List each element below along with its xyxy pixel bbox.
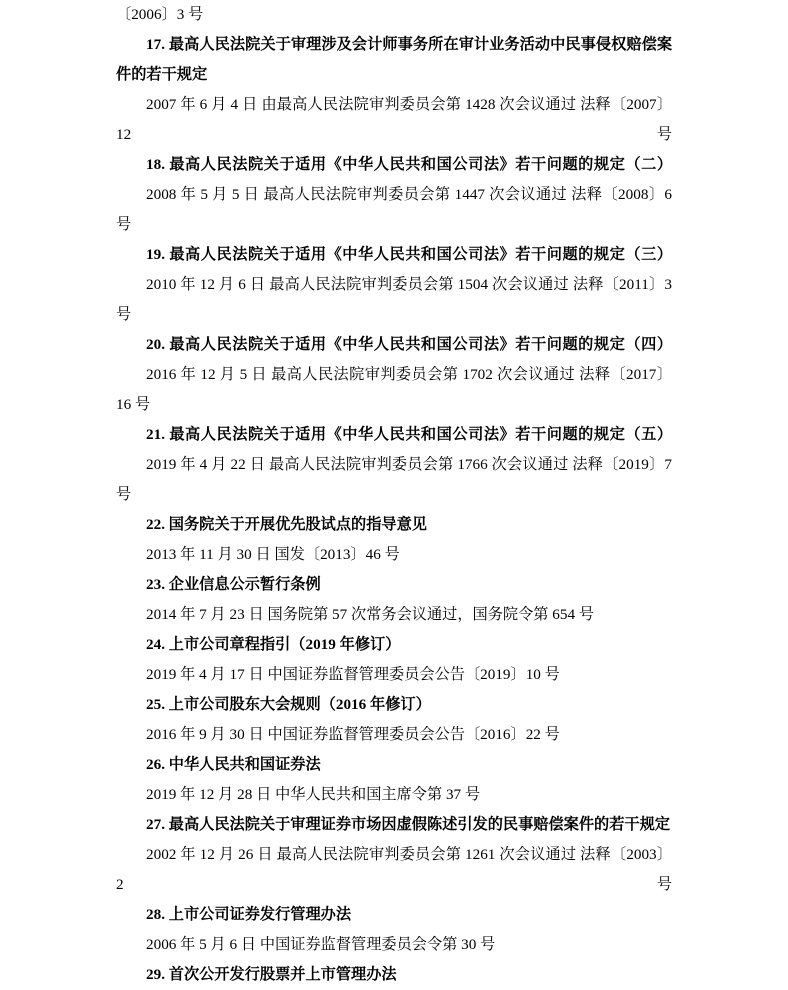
document-body <box>116 0 672 990</box>
document-paragraph: 20. 最高人民法院关于适用《中华人民共和国公司法》若干问题的规定（四） <box>146 336 672 353</box>
document-paragraph: 25. 上市公司股东大会规则（2016 年修订） <box>146 696 431 713</box>
document-paragraph: 18. 最高人民法院关于适用《中华人民共和国公司法》若干问题的规定（二） <box>146 156 672 173</box>
document-paragraph: 21. 最高人民法院关于适用《中华人民共和国公司法》若干问题的规定（五） <box>146 426 672 443</box>
document-paragraph: 26. 中华人民共和国证券法 <box>146 756 321 773</box>
document-paragraph: 2014 年 7 月 23 日 国务院第 57 次常务会议通过，国务院令第 654 号 <box>146 606 595 623</box>
document-paragraph: 2013 年 11 月 30 日 国发〔2013〕46 号 <box>146 546 400 563</box>
document-paragraph: 28. 上市公司证券发行管理办法 <box>146 906 352 923</box>
document-paragraph: 2019 年 4 月 22 日 最高人民法院审判委员会第 1766 次会议通过 法释〔2019〕7 号 <box>116 456 672 503</box>
document-paragraph: 27. 最高人民法院关于审理证券市场因虚假陈述引发的民事赔偿案件的若干规定 <box>146 816 670 833</box>
document-paragraph: 2008 年 5 月 5 日 最高人民法院审判委员会第 1447 次会议通过 法释〔2008〕6 号 <box>116 186 672 233</box>
document-paragraph: 2006 年 5 月 6 日 中国证券监督管理委员会令第 30 号 <box>146 936 496 953</box>
document-paragraph: 2016 年 12 月 5 日 最高人民法院审判委员会第 1702 次会议通过 法释〔2017〕16 号 <box>116 366 672 413</box>
document-paragraph: 17. 最高人民法院关于审理涉及会计师事务所在审计业务活动中民事侵权赔偿案件的若干规定 <box>116 36 672 83</box>
document-paragraph: 23. 企业信息公示暂行条例 <box>146 576 321 593</box>
document-paragraph: 2002 年 12 月 26 日 最高人民法院审判委员会第 1261 次会议通过 法释〔2003〕2 号 <box>116 846 672 893</box>
document-paragraph: 29. 首次公开发行股票并上市管理办法 <box>146 966 397 983</box>
document-paragraph: 〔2006〕3 号 <box>116 6 204 23</box>
document-paragraph: 22. 国务院关于开展优先股试点的指导意见 <box>146 516 427 533</box>
document-paragraph: 2019 年 12 月 28 日 中华人民共和国主席令第 37 号 <box>146 786 481 803</box>
document-paragraph: 19. 最高人民法院关于适用《中华人民共和国公司法》若干问题的规定（三） <box>146 246 672 263</box>
document-paragraph: 2007 年 6 月 4 日 由最高人民法院审判委员会第 1428 次会议通过 法释〔2007〕12 号 <box>116 96 672 143</box>
document-paragraph: 2010 年 12 月 6 日 最高人民法院审判委员会第 1504 次会议通过 法释〔2011〕3 号 <box>116 276 672 323</box>
document-paragraph: 2016 年 9 月 30 日 中国证券监督管理委员会公告〔2016〕22 号 <box>146 726 560 743</box>
document-paragraph: 2019 年 4 月 17 日 中国证券监督管理委员会公告〔2019〕10 号 <box>146 666 560 683</box>
document-paragraph: 24. 上市公司章程指引（2019 年修订） <box>146 636 401 653</box>
